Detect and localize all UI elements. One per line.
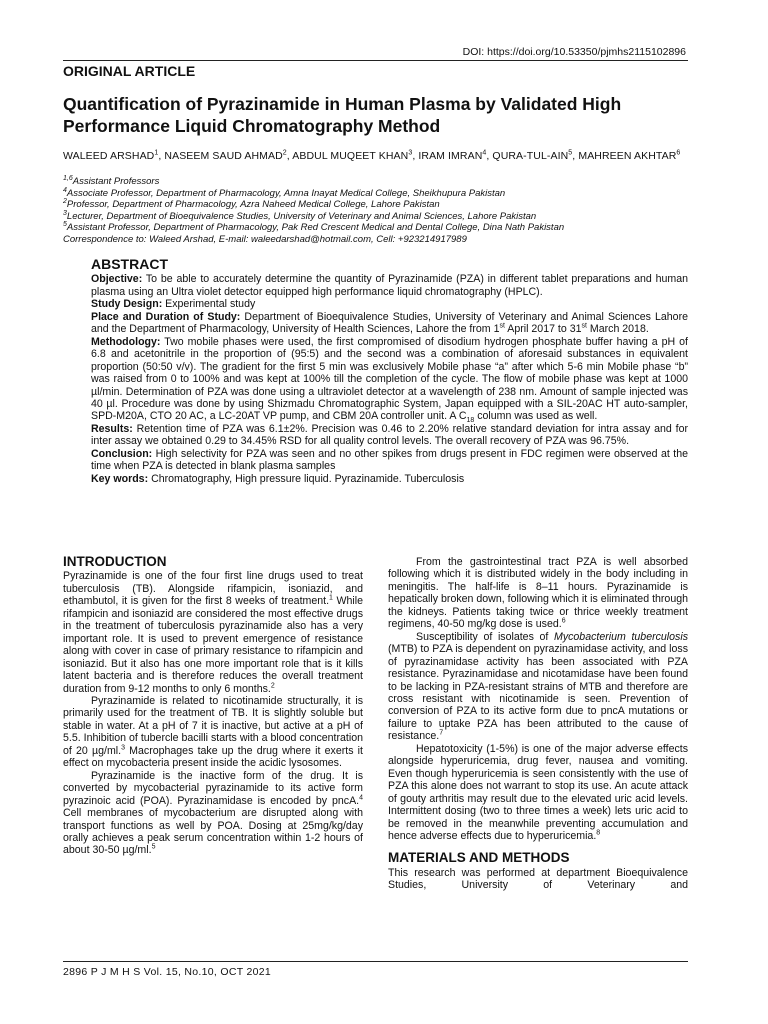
affiliation-list bbox=[63, 176, 691, 246]
affiliation-number: 5 bbox=[63, 221, 67, 229]
correspondence-text: Correspondence to: Waleed Arshad, E-mail: waleedarshad@hotmail.com, Cell: +923214917989 bbox=[63, 233, 467, 245]
author-name: ABDUL MUQEET KHAN bbox=[292, 150, 409, 162]
affiliation-number: 1,6 bbox=[63, 174, 73, 182]
author-list: WALEED ARSHAD$^1$, NASEEM SAUD AHMAD$^2$, ABDUL MUQEET KHAN$^3$, IRAM IMRAN$^4$, QURA-TUL-AIN$^5$, MAHREEN AKHTAR$^6$ bbox=[63, 149, 681, 162]
abstract-methodology bbox=[91, 336, 688, 423]
citation-number: 4 bbox=[359, 794, 363, 802]
intro-paragraph bbox=[63, 770, 363, 857]
correspondence-line bbox=[63, 234, 691, 246]
author-affiliation-number: 6 bbox=[676, 149, 681, 157]
right-column bbox=[388, 556, 688, 892]
abstract-place bbox=[91, 311, 688, 336]
place-label: Place and Duration of Study: bbox=[91, 310, 241, 323]
paragraph-text: While rifampicin and isoniazid are considered the most effective drugs in the treatment of tuberculosis pyrazinamide also has a very important role. It is used to prevent emergence of resistance along with cover in case of primary resistance to rifampicin and isoniazid. But it also has one more important role that is it kills latent bacteria and is therefore reduces the overall treatment duration from 9-12 months to only 6 months. bbox=[63, 595, 363, 695]
paragraph-text: Macrophages take up the drug where it exerts it effect on mycobacteria present inside the acidic lysosomes. bbox=[63, 744, 363, 770]
author-name: NASEEM SAUD AHMAD bbox=[164, 150, 283, 162]
methodology-label: Methodology: bbox=[91, 335, 161, 348]
objective-text: To be able to accurately determine the quantity of Pyrazinamide (PZA) in different tablet preparations and human plasma using an Ultra violet detector equipped high performance liquid chromatography (HPLC). bbox=[91, 273, 688, 298]
citation-number: 6 bbox=[561, 617, 566, 625]
paragraph-text: (MTB) to PZA is dependent on pyrazinamidase activity, and loss of pyrazinamidase activity has been associated with PZA resistance. Pyrazinamidase and nicotamidase have been found to be lacking in PZA-resistant strains of MTB and therefore are cross resistant with nicotinamide is seen. Prevention of conversion of PZA to its active form due to pncA mutations or failure to uptake PZA has been attributed to the cause of resistance. bbox=[388, 643, 688, 743]
design-label: Study Design: bbox=[91, 298, 163, 311]
citation-number: 3 bbox=[121, 744, 125, 752]
citation-number: 5 bbox=[151, 843, 156, 851]
citation-number: 7 bbox=[439, 729, 444, 737]
keywords-text: Chromatography, High pressure liquid. Pyrazinamide. Tuberculosis bbox=[151, 472, 465, 485]
paragraph-text: Hepatotoxicity (1-5%) is one of the major adverse effects alongside hyperuricemia, drug fever, nausea and vomiting. Even though hyperuricemia is seen consistently with the use of PZA this alone does not warrant to stop its use. An acute attack of gouty arthritis may result due to the elevated uric acid levels. Intermittent dosing (two to three times a week) lets uric acid to be removed in the meanwhile preventing accumulation and hence adverse effects due to hyperuricemia. bbox=[388, 742, 688, 842]
abstract-conclusion bbox=[91, 448, 688, 473]
abstract-design bbox=[91, 298, 688, 310]
author-affiliation-number: 1 bbox=[154, 149, 159, 157]
species-name: Mycobacterium tuberculosis bbox=[554, 630, 688, 643]
affiliation-text: Associate Professor, Department of Pharmacology, Amna Inayat Medical College, Sheikhupura Pakistan bbox=[66, 187, 506, 199]
results-text: Retention time of PZA was 6.1±2%. Precision was 0.46 to 2.20% relative standard deviation for intra assay and for inter assay we obtained 0.29 to 34.45% RSD for all quality control levels. The overall recovery of PZA was 96.75%. bbox=[91, 422, 688, 448]
affiliation-text: Lecturer, Department of Bioequivalence Studies, University of Veterinary and Animal Sciences, Lahore Pakistan bbox=[66, 210, 537, 222]
citation-number: 8 bbox=[596, 829, 601, 837]
intro-paragraph bbox=[388, 556, 688, 631]
place-text: March 2018. bbox=[586, 323, 649, 336]
intro-paragraph bbox=[63, 570, 363, 695]
doi-link[interactable]: DOI: https://doi.org/10.53350/pjmhs2115102896 bbox=[462, 46, 686, 58]
left-column bbox=[63, 556, 363, 857]
abstract-objective bbox=[91, 273, 688, 298]
affiliation-text: Professor, Department of Pharmacology, Azra Naheed Medical College, Lahore Pakistan bbox=[66, 199, 440, 211]
place-text: Department of Bioequivalence Studies, University of Veterinary and Animal Sciences Lahore and the Department of Pharmacology, University of Health Sciences, Lahore the from 1 bbox=[91, 310, 688, 336]
intro-paragraph bbox=[388, 631, 688, 743]
results-label: Results: bbox=[91, 422, 133, 435]
affiliation-line bbox=[63, 211, 691, 223]
affiliation-text: Assistant Professors bbox=[72, 176, 160, 187]
design-text: Experimental study bbox=[165, 298, 256, 311]
author-name: IRAM IMRAN bbox=[418, 150, 483, 162]
methodology-text: column was used as well. bbox=[474, 410, 598, 423]
introduction-heading: INTRODUCTION bbox=[63, 554, 167, 569]
conclusion-text: High selectivity for PZA was seen and no other spikes from drugs present in FDC regimen were observed at the time when PZA is detected in blank plasma samples bbox=[91, 447, 688, 473]
affiliation-number: 3 bbox=[63, 209, 67, 217]
author-name: MAHREEN AKHTAR bbox=[578, 150, 677, 162]
affiliation-line bbox=[63, 188, 691, 200]
methods-heading: MATERIALS AND METHODS bbox=[388, 850, 570, 866]
abstract-heading: ABSTRACT bbox=[91, 256, 168, 272]
author-affiliation-number: 2 bbox=[282, 149, 287, 157]
abstract-keywords bbox=[91, 473, 688, 485]
conclusion-label: Conclusion: bbox=[91, 447, 153, 460]
author-affiliation-number: 3 bbox=[408, 149, 413, 157]
paragraph-text: Pyrazinamide is one of the four first line drugs used to treat tuberculosis (TB). Alongside rifampicin, isoniazid, and ethambutol, it is given for the first 8 weeks of treatment. bbox=[63, 570, 363, 608]
page-footer: 2896 P J M H S Vol. 15, No.10, OCT 2021 bbox=[63, 966, 272, 978]
intro-paragraph bbox=[63, 695, 363, 770]
affiliation-line bbox=[63, 176, 691, 188]
affiliation-line bbox=[63, 199, 691, 211]
methodology-text: Two mobile phases were used, the first compromised of disodium hydrogen phosphate buffer having a pH of 6.8 and acetonitrile in the proportion of (95:5) and the second was a combination of aforesaid substances in equivalent proportion (50:50 v/v). The gradient for the first 5 min was exclusively Mobile phase “a” after which 5-6 min Mobile phase “b” was raised from 0 to 100% and was kept at 100% till the completion of the cycle. The flow of mobile phase was kept at 1000 µl/min. Determination of PZA was done using a ultraviolet detector at a wavelength of 238 nm. Amount of sample injected was 40 µl. Procedure was done by using Shizmadu Chromatographic System, Japan equipped with a SIL-20AC HT auto-sampler, SPD-M20A, CTO 20 AC, a LC-20AT VP pump, and CBM 20A controller unit. A C bbox=[91, 335, 688, 423]
top-rule bbox=[63, 60, 688, 61]
paragraph-text: Susceptibility of isolates of bbox=[416, 630, 554, 643]
paragraph-text: Pyrazinamide is related to nicotinamide structurally, it is primarily used for the treatment of TB. It is slightly soluble but stable in water. At a pH of 7 it is inactive, but active at a pH of 5.5. Inhibition of tubercle bacilli starts with a blood concentration of 20 µg/ml. bbox=[63, 694, 363, 757]
citation-number: 1 bbox=[329, 594, 333, 602]
affiliation-number: 4 bbox=[63, 186, 67, 194]
affiliation-text: Assistant Professor, Department of Pharmacology, Pak Red Crescent Medical and Dental College, Dina Nath Pakistan bbox=[66, 222, 565, 234]
article-type: ORIGINAL ARTICLE bbox=[63, 63, 196, 79]
intro-paragraph bbox=[388, 743, 688, 843]
methods-paragraph: This research was performed at department Bioequivalence Studies, University of Veterinary and bbox=[388, 866, 688, 892]
affiliation-number: 2 bbox=[63, 198, 67, 206]
abstract-results bbox=[91, 423, 688, 448]
paragraph-text: Pyrazinamide is the inactive form of the drug. It is converted by mycobacterial pyrazinamide to its active form pyrazinoic acid (POA). Pyrazinamidase is encoded by pncA. bbox=[63, 769, 363, 807]
paragraph-text: From the gastrointestinal tract PZA is well absorbed following which it is distributed widely in the body including in meningitis. The half-life is 8–11 hours. Pyrazinamide is hepatically broken down, following which it is eliminated through the kidneys. Patients taking twice or thrice weekly treatment regimens, 40-50 mg/kg dose is used. bbox=[388, 556, 688, 631]
paragraph-text: Cell membranes of mycobacterium are disrupted along with transport functions as well by POA. Dosing at 25mg/kg/day orally achieves a peak serum concentration within 1-2 hours of about 30-50 µg/ml. bbox=[63, 807, 363, 857]
author-affiliation-number: 5 bbox=[568, 149, 573, 157]
ordinal-suffix: st bbox=[581, 322, 587, 330]
subscript: 18 bbox=[466, 417, 475, 425]
abstract-section bbox=[91, 258, 688, 485]
keywords-label: Key words: bbox=[91, 472, 149, 485]
author-affiliation-number: 4 bbox=[482, 149, 487, 157]
place-text: April 2017 to 31 bbox=[504, 323, 582, 336]
ordinal-suffix: st bbox=[499, 322, 505, 330]
author-name: WALEED ARSHAD bbox=[63, 150, 155, 162]
citation-number: 2 bbox=[270, 682, 275, 689]
affiliation-line bbox=[63, 222, 691, 234]
author-name: QURA-TUL-AIN bbox=[492, 150, 569, 162]
footer-rule bbox=[63, 961, 688, 962]
paper-title: Quantification of Pyrazinamide in Human Plasma by Validated High Performance Liquid Chromatography Method bbox=[63, 94, 622, 136]
objective-label: Objective: bbox=[91, 273, 143, 286]
